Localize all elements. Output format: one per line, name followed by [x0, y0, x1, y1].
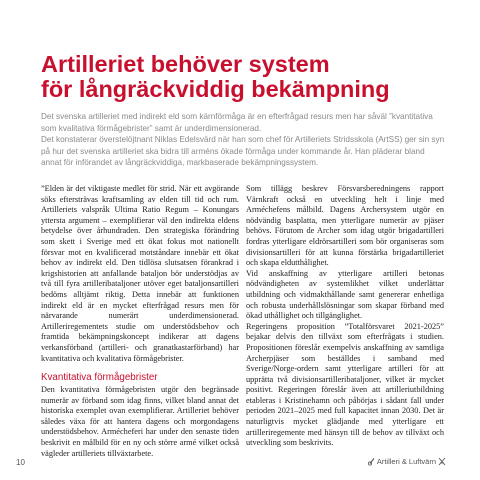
left-column [41, 184, 239, 459]
headline-line-2: för långräckviddig bekämpning [41, 76, 390, 102]
ingress-paragraph-2: Det konstaterar överstelöjtnant Niklas Edelsvärd när han som chef för Artilleriets Stridsskola (ArtSS) ger sin syn på hur det svenska artilleriet ska bidra till arméns ökade förmåga under kommande år. Han pläderar bland annat för införandet av långräckviddiga, markbaserade bekämpningssystem. [41, 135, 445, 168]
right-paragraph-3: Regeringens proposition ”Totalförsvaret 2021-2025” bejakar delvis den tillväxt som efterfrågats i studien. Propositionen föreslår exempelvis anskaffning av samtliga Archerpjäser som beställdes i samband med Sverige/Norge-ordern samt ytterligare artilleri för att upprätta två divisionsartilleribataljoner, vilket är mycket positivt. Regeringen föreslår även att artilleriutbildning etableras i Kristinehamn och påbörjas i sådant fall under perioden 2021–2025 med full kapacitet innan 2030. Det är naturligtvis mycket glädjande med ytterligare ett artilleriregemente med hänsyn till de behov av tillväxt och utveckling som beskrivits. [246, 321, 444, 448]
footer-brand-label: Artilleri & Luftvärn [376, 457, 436, 466]
right-paragraph-1: Som tillägg beskrev Försvarsberedningens rapport Värnkraft också en utveckling helt i linje med Arméchefens målbild. Dagens Archersystem utgör en nödvändig basplatta, men ytterligare numerär av pjäser behövs. Förutom de Archer som idag utgör brigadartilleri fordras ytterligare eldrörsartilleri som bör organiseras som divisionsartilleri för att kunna förstärka brigadartilleriet och skapa eldutthålighet. [246, 184, 444, 268]
article-ingress [41, 111, 446, 169]
crossed-swords-emblem-icon [438, 457, 446, 466]
right-column [246, 184, 444, 449]
left-paragraph-1: ”Elden är det viktigaste medlet för strid. När ett avgörande söks eftersträvas kraftsamling av elden till tid och rum. Artilleriets valspråk Ultima Ratio Regum – Konungars yttersta argument – exemplifierar väl den indirekta eldens betydelse över århundraden. Den strategiska förändring som skett i Sverige med ett ökat fokus mot nationellt försvar mot en kvalificerad motståndare innebär ett ökat behov av indirekt eld. Den tidlösa slutsatsen förankrad i krigshistorien att anfallande bataljon bör understödjas av två till fyra artilleribataljoner utöver eget bataljonsartilleri bedöms alltjämt riktig. Detta innebär att funktionen indirekt eld är en mycket efterfrågad resurs men för närvarande numerärt underdimensionerad. Artilleriregementets studie om understödsbehov och framtida bekämpningskoncept indikerar att dagens verkansförband (artilleri- och granatkastarförband) har kvantitativa och kvalitativa förmågebrister. [41, 184, 239, 363]
cannon-emblem-icon [367, 457, 375, 466]
page-number: 10 [16, 458, 25, 467]
subheading: Kvantitativa förmågebrister [41, 372, 158, 384]
left-paragraph-2: Den kvantitativa förmågebristen utgör den begränsade numerär av förband som idag finns, vilket bland annat det historiska exemplet ovan exemplifierar. Artilleriet behöver således växa för att hantera dagens och morgondagens understödsbehov. Armécheferi har under den senaste tiden beskrivit en målbild för en ny och större armé vilket också vägleder artilleriets tillväxtarbete. [41, 385, 239, 458]
right-paragraph-2: Vid anskaffning av ytterligare artilleri betonas nödvändigheten av systemlikhet vilket underlättar utbildning och vidmakthållande samt genererar enhetliga och robusta underhållslösningar som skapar förband med ökad uthållighet och tillgänglighet. [246, 268, 444, 321]
headline-line-1: Artilleriet behöver system [41, 51, 330, 77]
footer-brand [367, 457, 446, 466]
article-headline [41, 52, 441, 102]
ingress-paragraph-1: Det svenska artilleriet med indirekt eld som kärnförmåga är en efterfrågad resurs men har såväl ”kvantitativa som kvalitativa förmågebrister” samt är underdimensionerad. [41, 112, 433, 133]
